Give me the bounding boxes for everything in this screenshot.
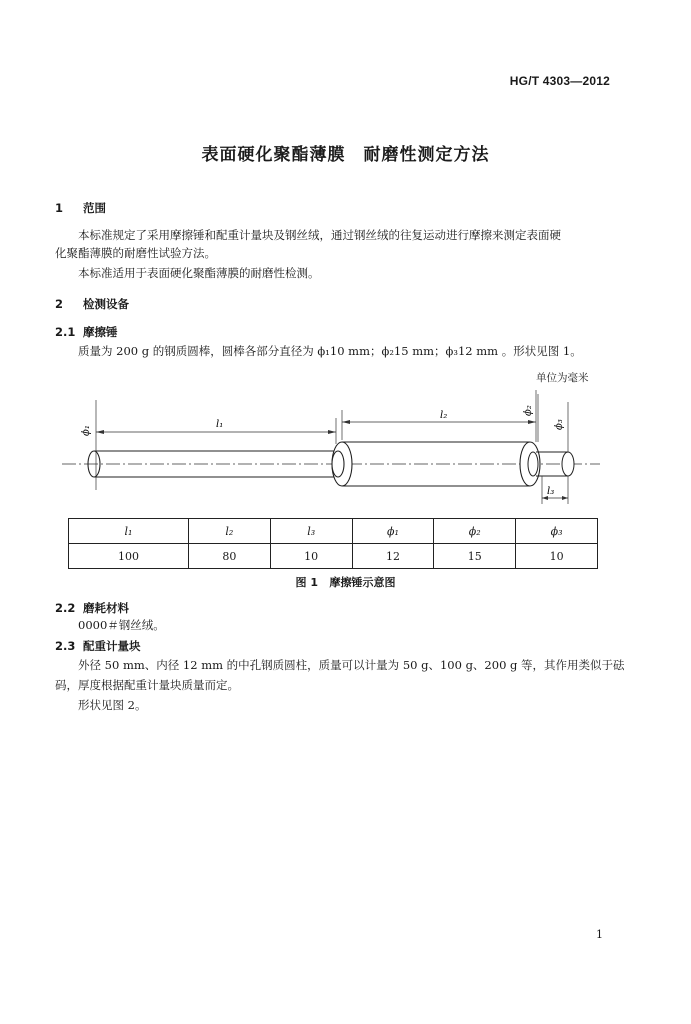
- table-header-cell: ϕ₃: [516, 519, 598, 544]
- section-title: 范围: [83, 201, 106, 215]
- paragraph: 0000＃钢丝绒。: [78, 618, 165, 632]
- tip-end: [562, 452, 574, 476]
- subsection-2-2-heading: [55, 600, 129, 616]
- label-l3: l₃: [547, 486, 555, 497]
- subsection-2-1-heading: [55, 324, 118, 340]
- paragraph: 质量为 200 g 的钢质圆棒，圆棒各部分直径为 ϕ₁10 mm；ϕ₂15 mm；ϕ₃12 mm 。形状见图 1。: [78, 344, 582, 358]
- standard-code: HG/T 4303—2012: [509, 74, 610, 88]
- table-cell: 15: [434, 544, 516, 569]
- tip-root: [528, 452, 538, 476]
- paragraph: 形状见图 2。: [78, 698, 147, 712]
- section-number: 2: [55, 297, 64, 311]
- table-header-cell: l₃: [270, 519, 352, 544]
- hammer-drawing: [0, 380, 691, 510]
- section-title: 摩擦锤: [83, 325, 118, 339]
- table-cell: 80: [188, 544, 270, 569]
- label-phi1: ϕ₁: [81, 425, 92, 436]
- paragraph: 本标准规定了采用摩擦锤和配重计量块及钢丝绒，通过钢丝绒的往复运动进行摩擦来测定表面硬: [78, 228, 561, 242]
- section-title: 磨耗材料: [83, 601, 129, 615]
- unit-note: 单位为毫米: [536, 372, 589, 384]
- paragraph: 外径 50 mm、内径 12 mm 的中孔钢质圆柱，质量可以计量为 50 g、100 g、200 g 等，其作用类似于砝: [78, 658, 625, 672]
- table-row: [69, 544, 598, 569]
- section-2-heading: [55, 296, 129, 312]
- figure-caption: [0, 574, 691, 590]
- subsection-2-3-heading: [55, 638, 141, 654]
- section-title: 检测设备: [83, 297, 129, 311]
- table-cell: 100: [69, 544, 189, 569]
- paragraph: 本标准适用于表面硬化聚酯薄膜的耐磨性检测。: [78, 266, 320, 280]
- paragraph: 码，厚度根据配重计量块质量而定。: [55, 678, 239, 692]
- table-header-cell: l₂: [188, 519, 270, 544]
- label-phi3: ϕ₃: [554, 419, 565, 430]
- section-number: 2.3: [55, 639, 76, 653]
- table-header-cell: ϕ₂: [434, 519, 516, 544]
- label-l1: l₁: [216, 419, 224, 430]
- section-title: 配重计量块: [83, 639, 141, 653]
- page-number: 1: [596, 928, 603, 941]
- dimension-table: [68, 518, 598, 569]
- table-cell: 10: [270, 544, 352, 569]
- shoulder: [332, 451, 344, 477]
- section-number: 1: [55, 201, 64, 215]
- table-header-cell: l₁: [69, 519, 189, 544]
- figure-number: 图 1: [295, 576, 318, 589]
- document-title: 表面硬化聚酯薄膜 耐磨性测定方法: [201, 145, 490, 165]
- table-cell: 10: [516, 544, 598, 569]
- label-l2: l₂: [440, 410, 448, 421]
- section-1-heading: [55, 200, 106, 216]
- figure-title: 摩擦锤示意图: [329, 576, 396, 589]
- table-header-cell: ϕ₁: [352, 519, 434, 544]
- paragraph: 化聚酯薄膜的耐磨性试验方法。: [55, 246, 216, 260]
- table-cell: 12: [352, 544, 434, 569]
- section-number: 2.2: [55, 601, 76, 615]
- label-phi2: ϕ₂: [523, 405, 534, 416]
- table-header-row: [69, 519, 598, 544]
- section-number: 2.1: [55, 325, 76, 339]
